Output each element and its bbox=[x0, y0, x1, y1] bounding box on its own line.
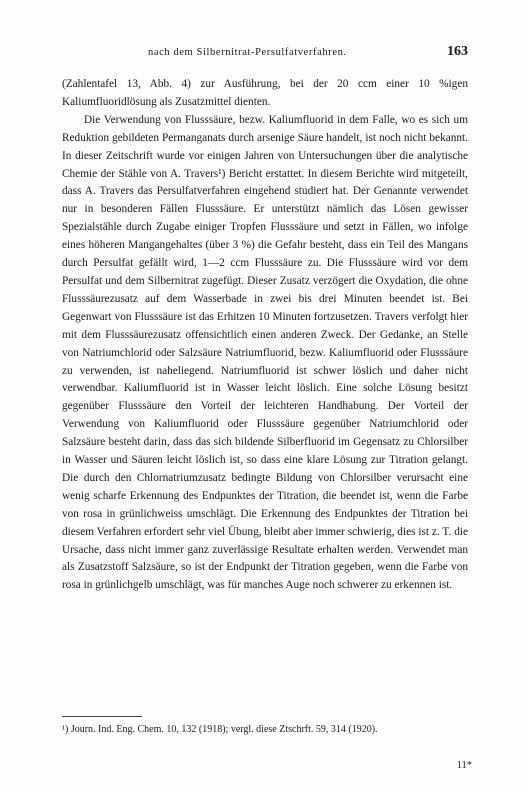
page-number: 163 bbox=[447, 44, 468, 59]
paragraph-2: Die Verwendung von Flusssäure, bezw. Kaliumfluorid in dem Falle, wo es sich um Reduktion gebildeten Permanganats durch arsenige Säure handelt, ist noch nicht bekannt. In dieser Zeitschrift wurde vor einigen Jahren von Untersuchungen über die analytische Chemie der Stähle von A. Travers¹) Bericht erstattet. In diesem Berichte wird mitgeteilt, dass A. Travers das Persulfatverfahren eingehend studiert hat. Der Genannte verwendet nur in besonderen Fällen Flusssäure. Er unterstützt nämlich das Lösen gewisser Spezialstähle durch Zugabe einiger Tropfen Flusssäure und setzt in Fällen, wo infolge eines höheren Mangangehaltes (über 3 %) die Gefahr besteht, dass ein Teil des Mangans durch Persulfat gefällt wird, 1—2 ccm Flusssäure zu. Die Flusssäure wird vor dem Persulfat und dem Silbernitrat zugefügt. Dieser Zusatz verzögert die Oxydation, die ohne Flusssäurezusatz auf dem Wasserbade in zwei bis drei Minuten beendet ist. Bei Gegenwart von Flusssäure ist das Erhitzen 10 Minuten fortzusetzen. Travers verfolgt hier mit dem Flusssäurezusatz offensichtlich einen anderen Zweck. Der Gedanke, an Stelle von Natriumchlorid oder Salzsäure Natriumfluorid, bezw. Kaliumfluorid oder Flusssäure zu verwenden, ist naheliegend. Natriumfluorid ist schwer löslich und daher nicht verwendbar. Kaliumfluorid ist in Wasser leicht löslich. Eine solche Lösung besitzt gegenüber Flusssäure den Vorteil der leichteren Handhabung. Der Vorteil der Verwendung von Kaliumfluorid oder Flusssäure gegenüber Natriumchlorid oder Salzsäure besteht darin, dass das sich bildende Silberfluorid im Gegensatz zu Chlorsilber in Wasser und Säuren leicht löslich ist, so dass eine klare Lösung zur Titration gelangt. Die durch den Chlornatriumzusatz bedingte Bildung von Chlorsilber verursacht eine wenig scharfe Erkennung des Endpunktes der Titration, die beendet ist, wenn die Farbe von rosa in grünlichweiss umschlägt. Die Erkennung des Endpunktes der Titration bei diesem Verfahren erfordert sehr viel Übung, bleibt aber immer schwierig, dies ist z. T. die Ursache, dass nicht immer ganz zuverlässige Resultate erhalten werden. Verwendet man als Zusatzstoff Salzsäure, so ist der Endpunkt der Titration gegeben, wenn die Farbe von rosa in grünlichgelb umschlägt, was für manches Auge noch schwerer zu erkennen ist. bbox=[62, 113, 468, 592]
footnote: ¹) Journ. Ind. Eng. Chem. 10, 132 (1918); vergl. diese Ztschrft. 59, 314 (1920). bbox=[62, 724, 378, 735]
running-head: nach dem Silbernitrat-Persulfatverfahren. bbox=[148, 47, 347, 58]
main-text bbox=[62, 76, 468, 595]
footnote-divider bbox=[62, 716, 142, 717]
paragraph-1: (Zahlentafel 13, Abb. 4) zur Ausführung, bei der 20 ccm einer 10 %igen Kaliumfluoridlösung als Zusatzmittel dienten. bbox=[62, 78, 468, 108]
page-header bbox=[62, 44, 468, 64]
printer-signature-mark: 11* bbox=[456, 760, 472, 771]
